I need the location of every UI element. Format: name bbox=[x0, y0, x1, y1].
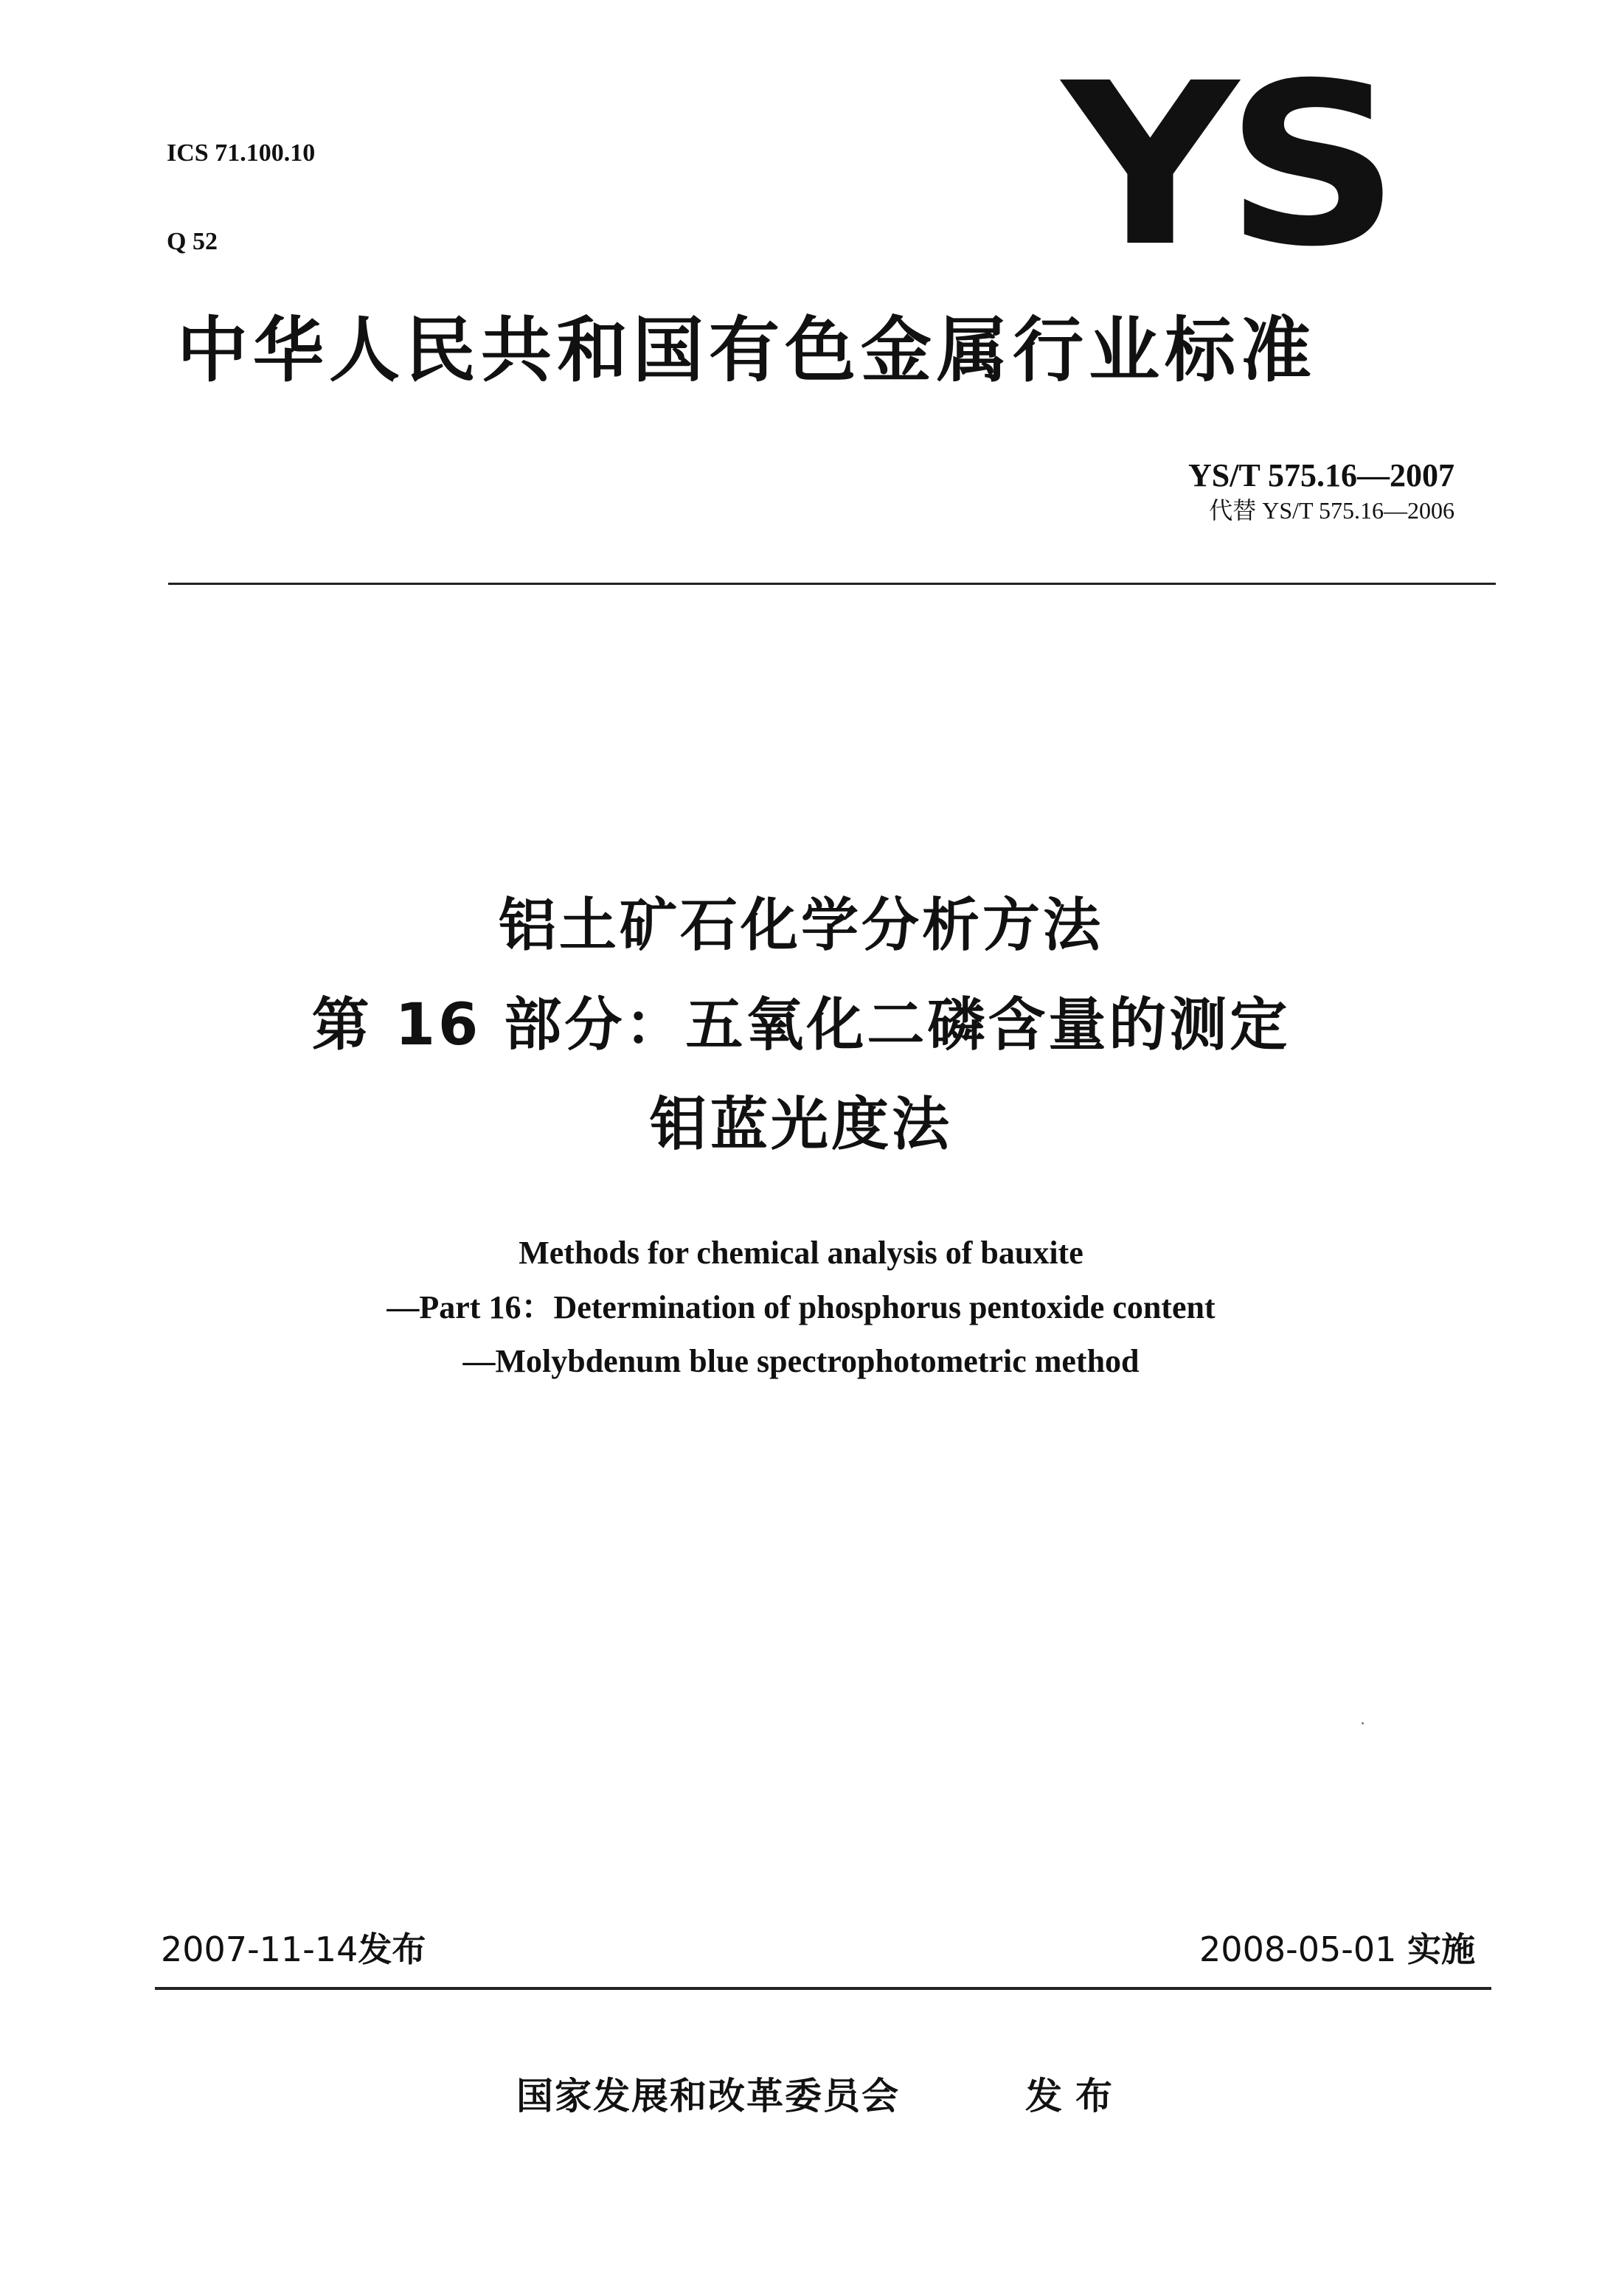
effective-label: 实施 bbox=[1407, 1929, 1475, 1969]
classification-codes bbox=[167, 80, 315, 286]
effective-date: 2008-05-01 bbox=[1199, 1929, 1397, 1969]
title-en-line-2: —Part 16：Determination of phosphorus pentoxide content bbox=[386, 1289, 1216, 1325]
ys-logo bbox=[1062, 35, 1424, 296]
title-cn-line-3: 钼蓝光度法 bbox=[649, 1092, 952, 1158]
issue-label: 发布 bbox=[358, 1929, 426, 1969]
effective-date-line bbox=[1199, 1929, 1475, 1970]
title-en-line-3: —Molybdenum blue spectrophotometric method bbox=[462, 1343, 1140, 1379]
ccs-code: Q 52 bbox=[167, 228, 218, 255]
issuer-action: 发布 bbox=[1025, 2075, 1126, 2118]
title-cn-line-2: 第 16 部分：五氧化二磷含量的测定 bbox=[311, 992, 1291, 1058]
footer-divider bbox=[155, 1987, 1491, 1990]
issuer-name: 国家发展和改革委员会 bbox=[516, 2075, 900, 2118]
standard-type-heading: 中华人民共和国有色金属行业标准 bbox=[177, 309, 1317, 392]
standard-number: YS/T 575.16—2007 bbox=[1187, 457, 1454, 493]
issue-date-line bbox=[161, 1929, 426, 1970]
title-en-line-1: Methods for chemical analysis of bauxite bbox=[519, 1235, 1083, 1271]
issue-date: 2007-11-14 bbox=[161, 1929, 358, 1969]
header-divider bbox=[168, 583, 1496, 585]
ics-code: ICS 71.100.10 bbox=[167, 139, 316, 167]
ys-logo-text: YS bbox=[1062, 35, 1387, 296]
replaces-standard: 代替 YS/T 575.16—2006 bbox=[1209, 497, 1454, 524]
scan-speck bbox=[1362, 1722, 1364, 1724]
title-cn-line-1: 铝土矿石化学分析方法 bbox=[498, 892, 1103, 959]
